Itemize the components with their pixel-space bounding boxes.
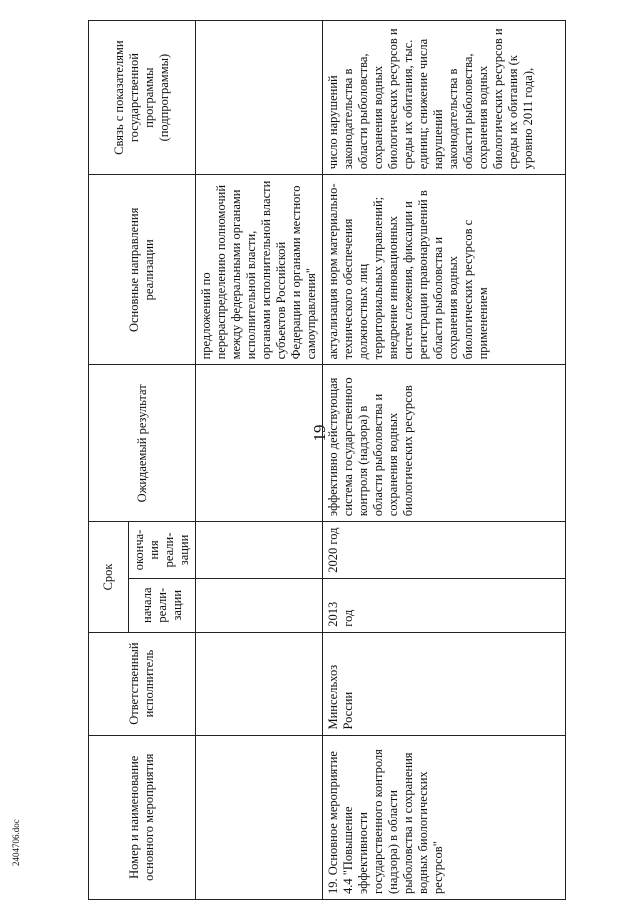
cell-directions: актуализация норм материально-технического обеспечения должностных лиц территориальных управлений; внедрение инновационных систем слежения, фиксации и регистрации правонарушений в области рыболовства и сохранения водных биологических ресурсов с применением — [323, 175, 566, 365]
header-result: Ожидаемый результат — [89, 365, 196, 522]
table-row — [196, 21, 323, 900]
cell-end: 2020 год — [323, 522, 566, 579]
measures-table — [88, 20, 566, 900]
cell-directions: предложений по перераспределению полномочий между федеральными органами исполнительной власти, органами исполнительной власти субъектов Российской Федерации и органами местного самоуправления" — [196, 175, 323, 365]
table-header-row — [89, 21, 129, 900]
header-start: начала реали-зации — [129, 578, 196, 632]
cell-end — [196, 522, 323, 579]
cell-name: 19. Основное мероприятие 4.4 "Повышение эффективности государственного контроля (надзора) в области рыболовства и сохранения водных биологических ресурсов" — [323, 735, 566, 899]
cell-responsible — [196, 632, 323, 735]
cell-start — [196, 578, 323, 632]
page-number: 19 — [310, 424, 329, 442]
cell-responsible: Минсельхоз России — [323, 632, 566, 735]
cell-link: число нарушений законодательства в области рыболовства, сохранения водных биологических ресурсов и среды их обитания, тыс. единиц; снижение числа нарушений законодательства в области рыболовства, сохранения водных биологических ресурсов и среды их обитания (к уровню 2011 года), — [323, 21, 566, 175]
table-row — [323, 21, 566, 900]
cell-link — [196, 21, 323, 175]
measures-table-container — [88, 20, 566, 900]
document-code: 2404706.doc — [11, 819, 21, 866]
header-term: Срок — [89, 522, 129, 633]
cell-result: эффективно действующая система государственного контроля (надзора) в области рыболовства и сохранения водных биологических ресурсов — [323, 365, 566, 522]
header-link: Связь с показателями государственной программы (подпрограммы) — [89, 21, 196, 175]
cell-name — [196, 735, 323, 899]
header-directions: Основные направления реализации — [89, 175, 196, 365]
header-end: оконча-ния реали-зации — [129, 522, 196, 579]
cell-result — [196, 365, 323, 522]
header-name: Номер и наименование основного мероприятия — [89, 735, 196, 899]
cell-start: 2013 год — [323, 578, 566, 632]
header-responsible: Ответственный исполнитель — [89, 632, 196, 735]
